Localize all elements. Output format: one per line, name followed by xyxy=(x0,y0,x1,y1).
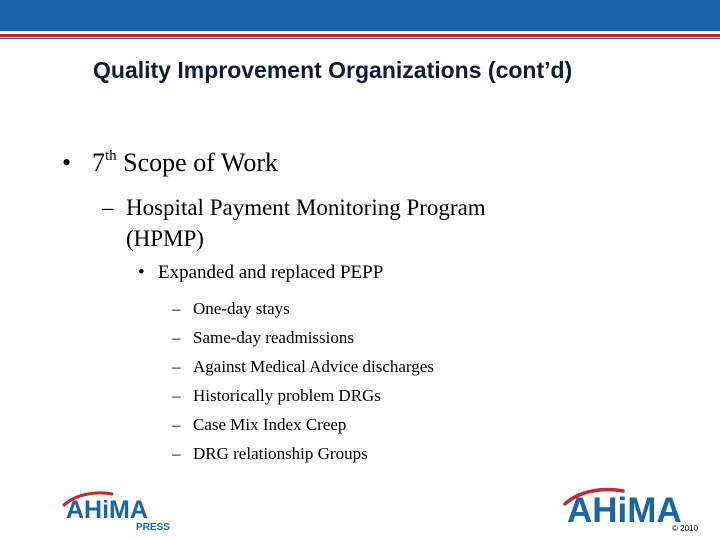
list-item-text: Same-day readmissions xyxy=(193,328,354,347)
ahima-press-logo xyxy=(62,488,182,532)
list-item xyxy=(172,410,434,439)
bullet-superscript: th xyxy=(105,148,117,164)
list-item xyxy=(172,323,434,352)
list-item-text: Against Medical Advice discharges xyxy=(193,357,434,376)
list-item xyxy=(172,381,434,410)
list-item-marker: – xyxy=(172,299,181,318)
bullet-marker: – xyxy=(102,195,114,220)
list-item-text: Historically problem DRGs xyxy=(193,386,381,405)
bullet-text-line2: (HPMP) xyxy=(126,226,204,251)
list-item-marker: – xyxy=(172,415,181,434)
bullet-marker: • xyxy=(138,262,145,283)
logo-sub-text: PRESS xyxy=(136,522,170,532)
copyright-notice: © 2010 xyxy=(672,524,698,533)
slide-title: Quality Improvement Organizations (cont’d) xyxy=(93,57,573,83)
list-item xyxy=(172,352,434,381)
list-item xyxy=(172,294,434,323)
bullet-level-1 xyxy=(62,148,278,178)
list-item-text: DRG relationship Groups xyxy=(193,444,368,463)
bullet-number: 7 xyxy=(92,148,105,177)
logo-brand-text: AHiMA xyxy=(66,496,148,524)
bullet-level-3 xyxy=(138,262,383,284)
bullet-text: Expanded and replaced PEPP xyxy=(158,262,384,283)
logo-brand-text: AHiMA xyxy=(567,491,682,528)
list-item-marker: – xyxy=(172,386,181,405)
bullet-marker: • xyxy=(62,148,72,177)
list-item xyxy=(172,439,434,468)
list-item-marker: – xyxy=(172,444,181,463)
list-item-marker: – xyxy=(172,357,181,376)
sub-item-list xyxy=(172,294,434,468)
bullet-text-line1: Hospital Payment Monitoring Program xyxy=(126,195,486,220)
list-item-text: Case Mix Index Creep xyxy=(193,415,347,434)
list-item-marker: – xyxy=(172,328,181,347)
bullet-text: Scope of Work xyxy=(116,148,279,177)
bullet-level-2 xyxy=(102,192,582,254)
ahima-logo xyxy=(563,484,703,528)
list-item-text: One-day stays xyxy=(193,299,290,318)
